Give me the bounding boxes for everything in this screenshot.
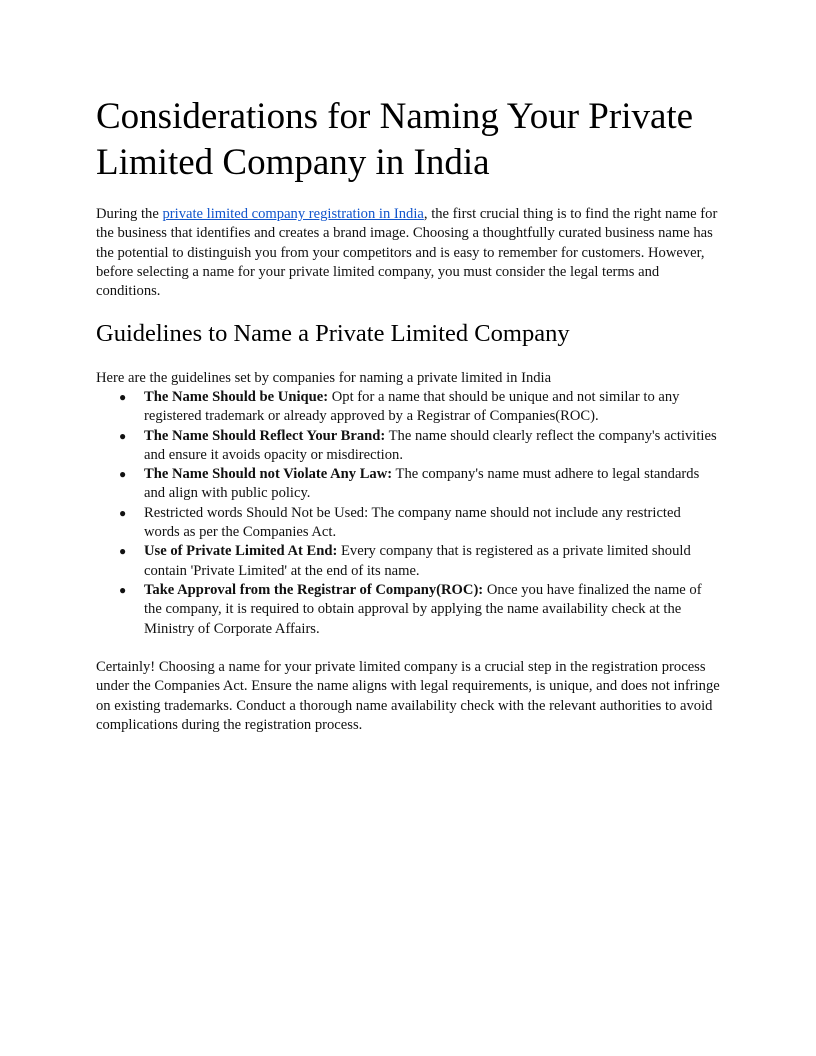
list-item-text: Once you have finalized the name of the company, it is required to obtain approval by applying the name availability check at the Ministry of Corporate Affairs. [144,581,702,637]
bullet-icon: ● [119,544,127,559]
list-item-text: The name should clearly reflect the company's activities and ensure it avoids opacity or misdirection. [144,427,717,463]
list-item-title: Use of Private Limited At End: [144,543,338,560]
list-item-title: Take Approval from the Registrar of Company(ROC): [144,581,484,598]
closing-paragraph: Certainly! Choosing a name for your private limited company is a crucial step in the registration process under the Companies Act. Ensure the name aligns with legal requirements, is unique, and does not infringe on existing trademarks. Conduct a thorough name availability check with the relevant authorities to avoid complications during the registration process. [96,659,720,733]
bullet-icon: ● [119,505,127,520]
list-item [96,542,720,581]
list-item-text: Opt for a name that should be unique and not similar to any registered trademark or already approved by a Registrar of Companies(ROC). [144,389,680,425]
intro-paragraph [96,205,720,301]
bullet-icon: ● [119,467,127,482]
list-item-text: Every company that is registered as a private limited should contain 'Private Limited' at the end of its name. [144,543,691,579]
list-item [96,388,720,427]
bullet-icon: ● [119,428,127,443]
list-item-title: The Name Should be Unique: [144,389,329,405]
registration-link[interactable]: private limited company registration in India [162,206,424,222]
list-item [96,581,720,639]
list-item-text: The company's name must adhere to legal standards and align with public policy. [144,466,700,502]
list-item [96,427,720,466]
list-item [96,504,720,543]
intro-text-after-link: , the first crucial thing is to find the right name for the business that identifies and creates a brand image. Choosing a thoughtfully curated business name has the potential to distinguish you from your competitors and is easy to remember for customers. However, before selecting a name for your private limited company, you must consider the legal terms and conditions. [96,206,718,300]
list-item-title: The Name Should not Violate Any Law: [144,466,393,483]
section-heading: Guidelines to Name a Private Limited Company [96,320,570,347]
intro-text-before-link: During the [96,206,163,222]
guidelines-intro: Here are the guidelines set by companies for naming a private limited in India [96,370,552,386]
document-title: Considerations for Naming Your Private Limited Company in India [96,96,694,183]
guidelines-list [96,388,720,639]
bullet-icon: ● [119,390,127,404]
list-item [96,465,720,504]
bullet-icon: ● [119,582,127,597]
list-item-title: The Name Should Reflect Your Brand: [144,427,386,444]
list-item-text: Restricted words Should Not be Used: The company name should not include any restricted words as per the Companies Act. [144,504,681,541]
